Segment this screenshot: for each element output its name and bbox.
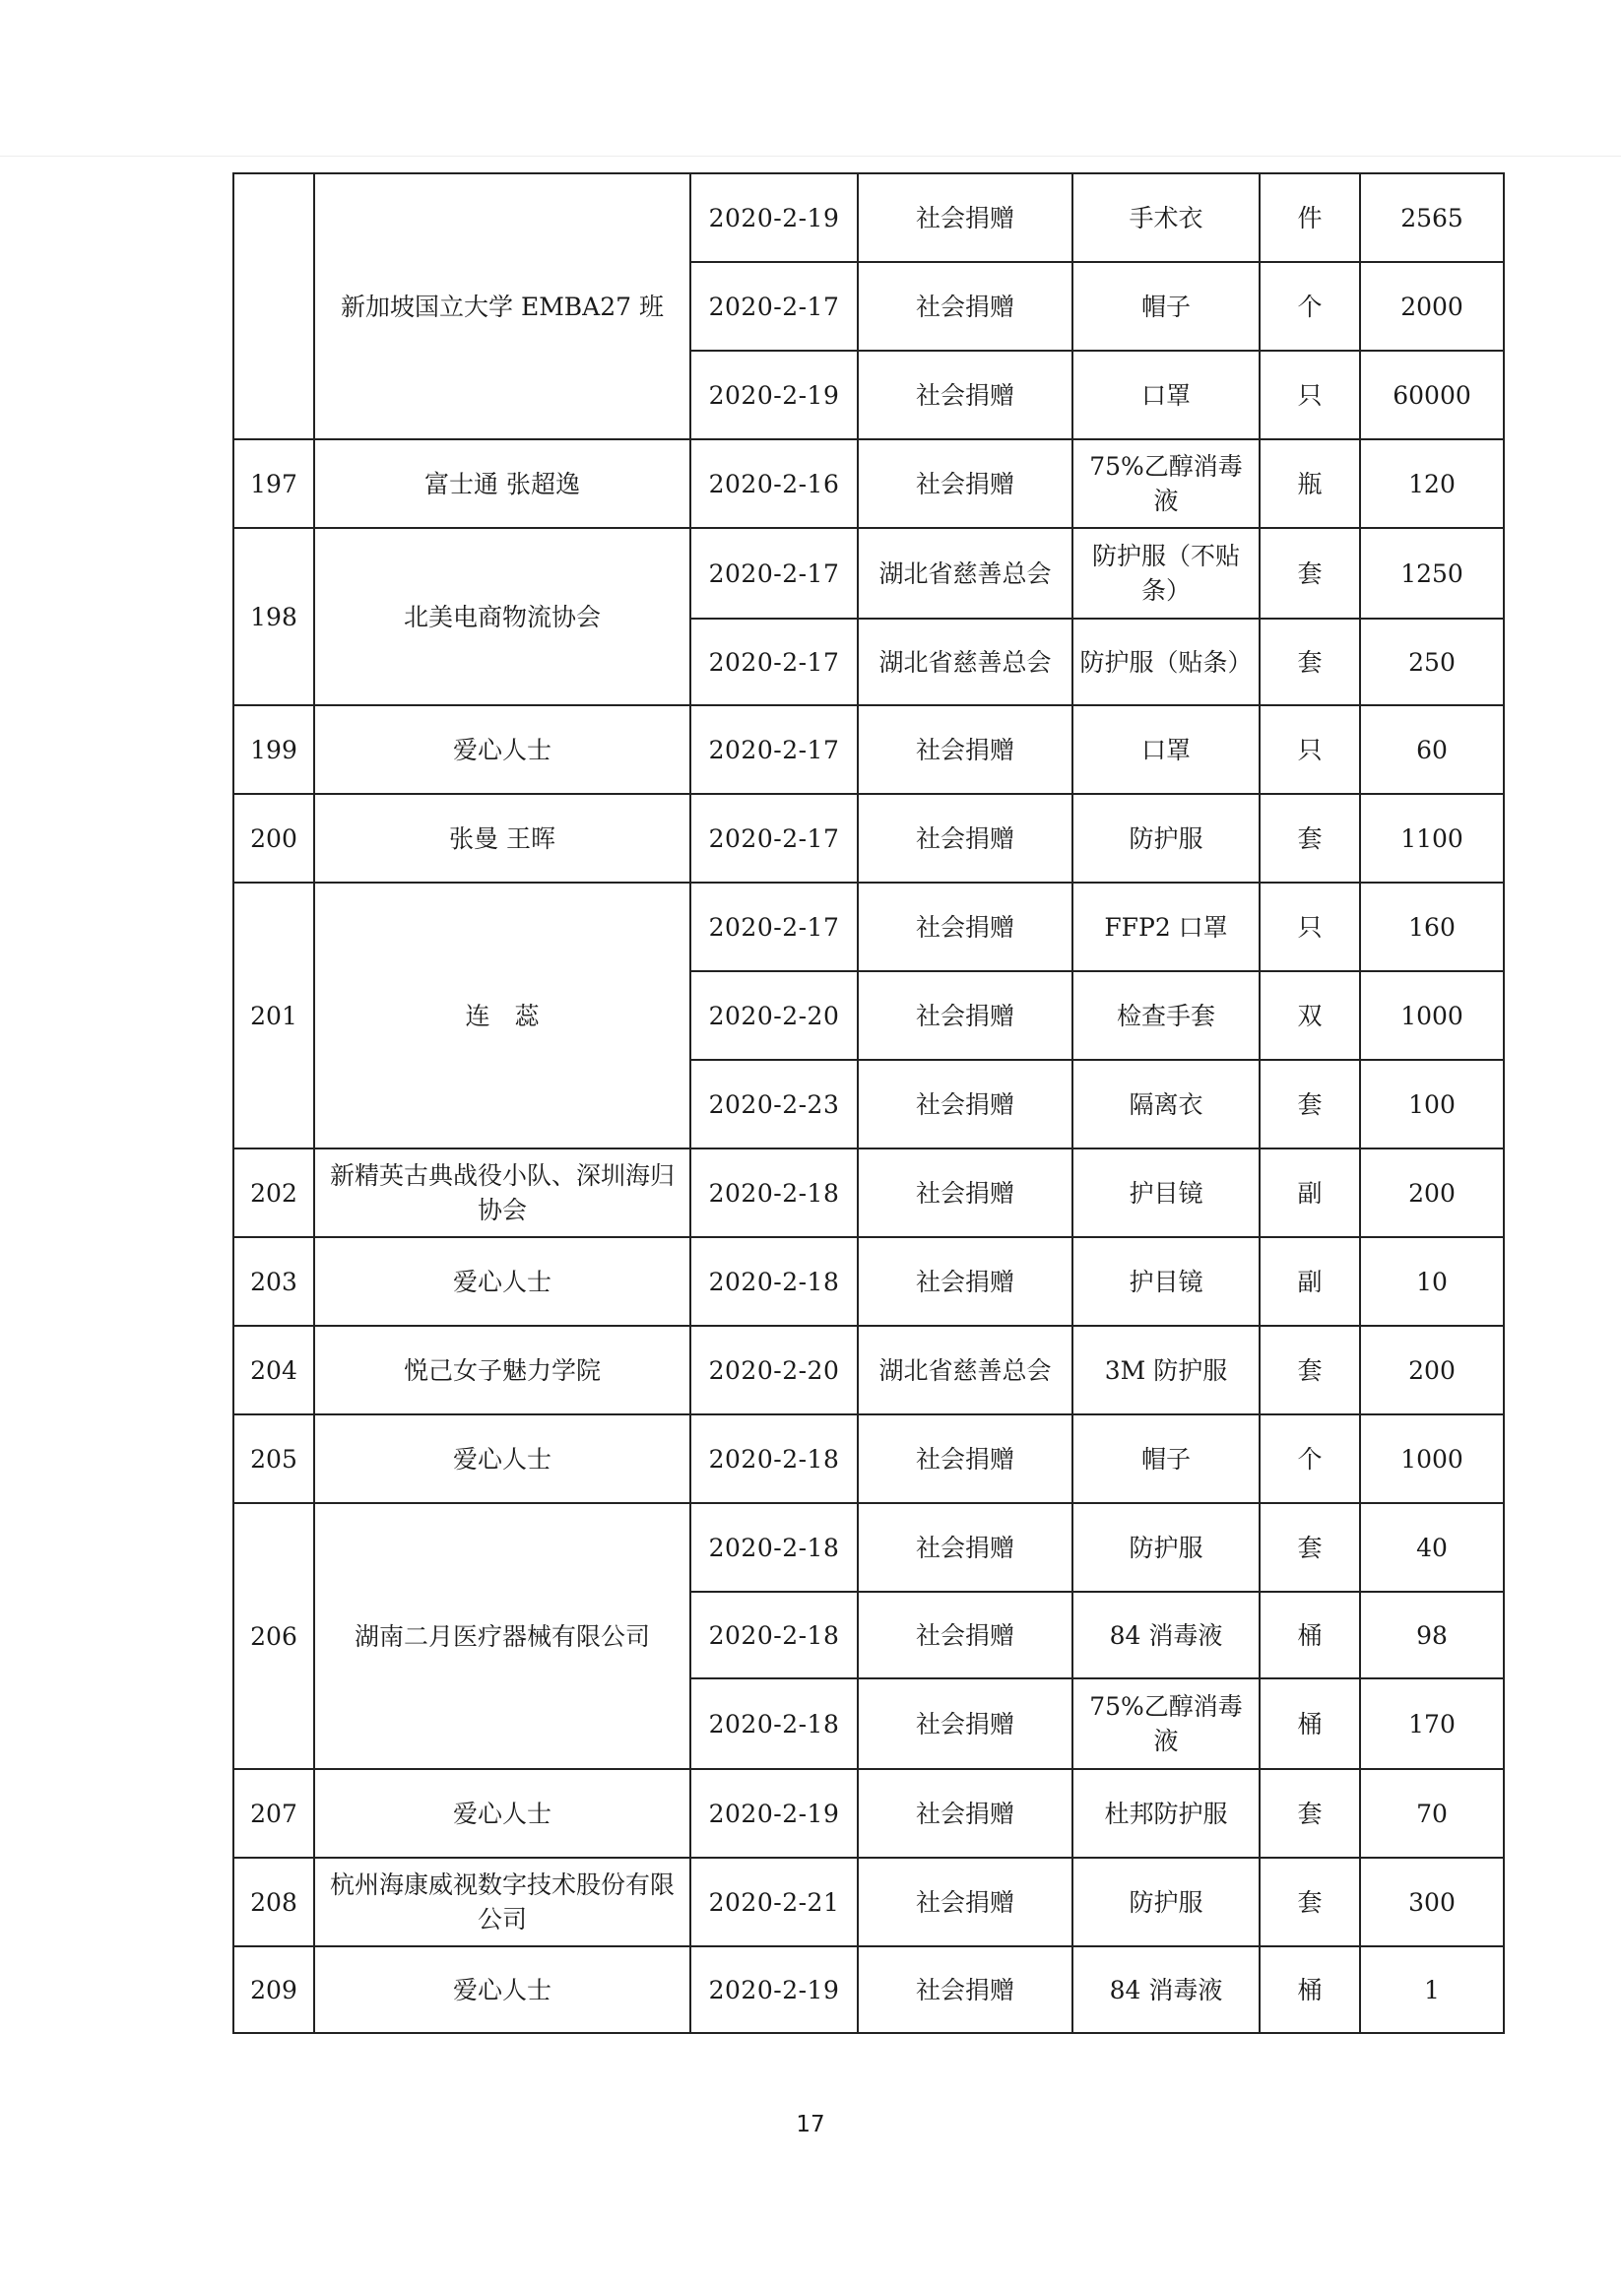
donation-date: 2020-2-20 xyxy=(690,1326,858,1414)
donation-channel: 社会捐赠 xyxy=(858,883,1072,971)
item-quantity: 120 xyxy=(1360,439,1504,528)
item-quantity: 40 xyxy=(1360,1503,1504,1592)
item-unit: 桶 xyxy=(1260,1946,1360,2033)
item-quantity: 1000 xyxy=(1360,1414,1504,1503)
donation-channel: 湖北省慈善总会 xyxy=(858,1326,1072,1414)
row-number: 197 xyxy=(233,439,314,528)
donated-item: 帽子 xyxy=(1072,262,1260,351)
page-number: 17 xyxy=(796,2112,825,2137)
item-unit: 个 xyxy=(1260,1414,1360,1503)
donated-item: 口罩 xyxy=(1072,351,1260,439)
donation-channel: 社会捐赠 xyxy=(858,351,1072,439)
donor-name: 爱心人士 xyxy=(314,705,690,794)
donation-date: 2020-2-19 xyxy=(690,173,858,262)
donated-item: 3M 防护服 xyxy=(1072,1326,1260,1414)
donation-channel: 社会捐赠 xyxy=(858,1769,1072,1858)
item-unit: 个 xyxy=(1260,262,1360,351)
item-unit: 副 xyxy=(1260,1237,1360,1326)
donated-item: 护目镜 xyxy=(1072,1237,1260,1326)
donated-item: 手术衣 xyxy=(1072,173,1260,262)
donated-item: 75%乙醇消毒液 xyxy=(1072,439,1260,528)
donation-channel: 社会捐赠 xyxy=(858,1678,1072,1769)
table-row xyxy=(233,1503,1504,1592)
item-quantity: 2565 xyxy=(1360,173,1504,262)
item-quantity: 1000 xyxy=(1360,971,1504,1060)
item-unit: 套 xyxy=(1260,528,1360,619)
item-quantity: 200 xyxy=(1360,1326,1504,1414)
donor-name: 连 蕊 xyxy=(314,883,690,1148)
donated-item: FFP2 口罩 xyxy=(1072,883,1260,971)
item-unit: 套 xyxy=(1260,1060,1360,1148)
donation-date: 2020-2-17 xyxy=(690,262,858,351)
row-number: 206 xyxy=(233,1503,314,1769)
table-row xyxy=(233,1326,1504,1414)
donor-name: 北美电商物流协会 xyxy=(314,528,690,705)
item-unit: 套 xyxy=(1260,1503,1360,1592)
item-unit: 只 xyxy=(1260,705,1360,794)
item-unit: 套 xyxy=(1260,619,1360,705)
row-number: 201 xyxy=(233,883,314,1148)
donor-name: 爱心人士 xyxy=(314,1946,690,2033)
item-unit: 只 xyxy=(1260,883,1360,971)
donated-item: 隔离衣 xyxy=(1072,1060,1260,1148)
item-quantity: 1100 xyxy=(1360,794,1504,883)
item-unit: 套 xyxy=(1260,1769,1360,1858)
donated-item: 84 消毒液 xyxy=(1072,1592,1260,1678)
item-quantity: 10 xyxy=(1360,1237,1504,1326)
item-quantity: 1 xyxy=(1360,1946,1504,2033)
donor-name: 爱心人士 xyxy=(314,1237,690,1326)
donation-date: 2020-2-18 xyxy=(690,1414,858,1503)
donor-name: 新精英古典战役小队、深圳海归协会 xyxy=(314,1148,690,1237)
donation-channel: 社会捐赠 xyxy=(858,1414,1072,1503)
donation-date: 2020-2-18 xyxy=(690,1592,858,1678)
donation-channel: 社会捐赠 xyxy=(858,1592,1072,1678)
donation-date: 2020-2-19 xyxy=(690,1769,858,1858)
table-row xyxy=(233,1858,1504,1946)
donor-name: 湖南二月医疗器械有限公司 xyxy=(314,1503,690,1769)
item-unit: 瓶 xyxy=(1260,439,1360,528)
table-row xyxy=(233,705,1504,794)
donated-item: 84 消毒液 xyxy=(1072,1946,1260,2033)
donation-channel: 社会捐赠 xyxy=(858,1237,1072,1326)
donation-channel: 社会捐赠 xyxy=(858,262,1072,351)
donated-item: 检查手套 xyxy=(1072,971,1260,1060)
row-number: 199 xyxy=(233,705,314,794)
donated-item: 护目镜 xyxy=(1072,1148,1260,1237)
donation-date: 2020-2-17 xyxy=(690,528,858,619)
donated-item: 防护服 xyxy=(1072,1503,1260,1592)
row-number: 203 xyxy=(233,1237,314,1326)
donation-date: 2020-2-16 xyxy=(690,439,858,528)
row-number xyxy=(233,173,314,439)
page-top-edge xyxy=(0,156,1621,157)
table-row xyxy=(233,528,1504,619)
donated-item: 防护服 xyxy=(1072,1858,1260,1946)
donor-name: 杭州海康威视数字技术股份有限公司 xyxy=(314,1858,690,1946)
donor-name: 爱心人士 xyxy=(314,1414,690,1503)
item-unit: 套 xyxy=(1260,1326,1360,1414)
donation-date: 2020-2-18 xyxy=(690,1503,858,1592)
donation-date: 2020-2-18 xyxy=(690,1237,858,1326)
item-unit: 只 xyxy=(1260,351,1360,439)
item-unit: 副 xyxy=(1260,1148,1360,1237)
donation-date: 2020-2-17 xyxy=(690,883,858,971)
row-number: 202 xyxy=(233,1148,314,1237)
donation-date: 2020-2-17 xyxy=(690,794,858,883)
item-quantity: 70 xyxy=(1360,1769,1504,1858)
donation-channel: 社会捐赠 xyxy=(858,439,1072,528)
table-row xyxy=(233,439,1504,528)
donation-channel: 社会捐赠 xyxy=(858,1148,1072,1237)
donation-date: 2020-2-21 xyxy=(690,1858,858,1946)
donated-item: 口罩 xyxy=(1072,705,1260,794)
table-row xyxy=(233,1148,1504,1237)
donation-channel: 社会捐赠 xyxy=(858,1858,1072,1946)
donor-name: 爱心人士 xyxy=(314,1769,690,1858)
donation-date: 2020-2-17 xyxy=(690,619,858,705)
donation-channel: 社会捐赠 xyxy=(858,1503,1072,1592)
item-quantity: 60000 xyxy=(1360,351,1504,439)
donor-name: 张曼 王晖 xyxy=(314,794,690,883)
donation-channel: 社会捐赠 xyxy=(858,971,1072,1060)
table-row xyxy=(233,1237,1504,1326)
donation-date: 2020-2-20 xyxy=(690,971,858,1060)
donated-item: 帽子 xyxy=(1072,1414,1260,1503)
table-row xyxy=(233,173,1504,262)
donation-channel: 社会捐赠 xyxy=(858,1946,1072,2033)
donation-channel: 湖北省慈善总会 xyxy=(858,619,1072,705)
item-quantity: 200 xyxy=(1360,1148,1504,1237)
row-number: 205 xyxy=(233,1414,314,1503)
item-unit: 双 xyxy=(1260,971,1360,1060)
item-quantity: 160 xyxy=(1360,883,1504,971)
table-row xyxy=(233,883,1504,971)
donation-channel: 社会捐赠 xyxy=(858,794,1072,883)
item-quantity: 100 xyxy=(1360,1060,1504,1148)
donation-date: 2020-2-17 xyxy=(690,705,858,794)
donation-date: 2020-2-19 xyxy=(690,1946,858,2033)
item-quantity: 1250 xyxy=(1360,528,1504,619)
item-quantity: 2000 xyxy=(1360,262,1504,351)
donor-name: 富士通 张超逸 xyxy=(314,439,690,528)
donation-channel: 湖北省慈善总会 xyxy=(858,528,1072,619)
donor-name: 新加坡国立大学 EMBA27 班 xyxy=(314,173,690,439)
item-unit: 桶 xyxy=(1260,1678,1360,1769)
item-unit: 桶 xyxy=(1260,1592,1360,1678)
donated-item: 防护服（不贴条） xyxy=(1072,528,1260,619)
table-row xyxy=(233,1769,1504,1858)
donation-table xyxy=(232,172,1505,2034)
item-quantity: 300 xyxy=(1360,1858,1504,1946)
item-quantity: 98 xyxy=(1360,1592,1504,1678)
row-number: 200 xyxy=(233,794,314,883)
donation-date: 2020-2-23 xyxy=(690,1060,858,1148)
donation-channel: 社会捐赠 xyxy=(858,705,1072,794)
row-number: 208 xyxy=(233,1858,314,1946)
table-row xyxy=(233,794,1504,883)
donated-item: 75%乙醇消毒液 xyxy=(1072,1678,1260,1769)
row-number: 207 xyxy=(233,1769,314,1858)
donated-item: 防护服 xyxy=(1072,794,1260,883)
donor-name: 悦己女子魅力学院 xyxy=(314,1326,690,1414)
row-number: 204 xyxy=(233,1326,314,1414)
donated-item: 防护服（贴条） xyxy=(1072,619,1260,705)
item-unit: 套 xyxy=(1260,1858,1360,1946)
item-unit: 件 xyxy=(1260,173,1360,262)
row-number: 198 xyxy=(233,528,314,705)
table-row xyxy=(233,1414,1504,1503)
donation-channel: 社会捐赠 xyxy=(858,1060,1072,1148)
donated-item: 杜邦防护服 xyxy=(1072,1769,1260,1858)
item-unit: 套 xyxy=(1260,794,1360,883)
donation-channel: 社会捐赠 xyxy=(858,173,1072,262)
item-quantity: 250 xyxy=(1360,619,1504,705)
item-quantity: 170 xyxy=(1360,1678,1504,1769)
row-number: 209 xyxy=(233,1946,314,2033)
donation-date: 2020-2-18 xyxy=(690,1678,858,1769)
donation-date: 2020-2-18 xyxy=(690,1148,858,1237)
item-quantity: 60 xyxy=(1360,705,1504,794)
table-row xyxy=(233,1946,1504,2033)
donation-date: 2020-2-19 xyxy=(690,351,858,439)
